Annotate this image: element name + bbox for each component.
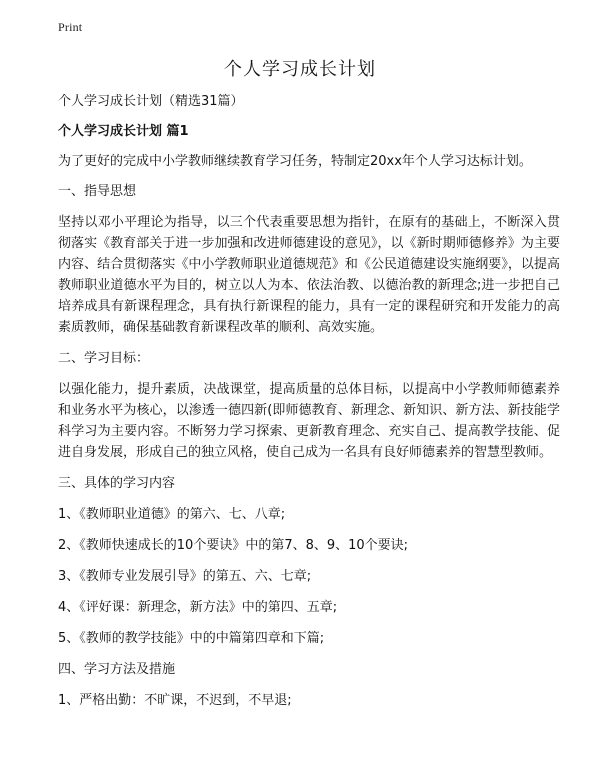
list-item: 4、《评好课：新理念，新方法》中的第四、五章;	[58, 600, 338, 615]
section-title: 个人学习成长计划 篇1	[58, 124, 189, 139]
document-body	[58, 91, 560, 721]
page-title: 个人学习成长计划	[224, 59, 376, 80]
paragraph-guiding-ideology: 坚持以邓小平理论为指导，以三个代表重要思想为指针，在原有的基础上，不断深入贯彻落实《教育部关于进一步加强和改进师德建设的意见》，以《新时期师德修养》为主要内容、结合贯彻落实《中小学教师职业道德规范》和《公民道德建设实施纲要》，以提高教师职业道德水平为目的，树立以人为本、依法治教、以德治教的新理念;进一步把自己培养成具有新课程理念，具有执行新课程的能力，具有一定的课程研究和开发能力的高素质教师，确保基础教育新课程改革的顺利、高效实施。	[58, 215, 560, 335]
list-item: 1、《教师职业道德》的第六、七、八章;	[58, 507, 286, 522]
subtitle: 个人学习成长计划（精选31篇）	[58, 94, 244, 109]
heading-guiding-ideology: 一、指导思想	[58, 184, 137, 199]
list-item: 1、严格出勤：不旷课，不迟到，不早退;	[58, 693, 292, 708]
heading-methods: 四、学习方法及措施	[58, 662, 176, 677]
list-item: 5、《教师的教学技能》中的中篇第四章和下篇;	[58, 631, 325, 646]
list-item: 3、《教师专业发展引导》的第五、六、七章;	[58, 569, 312, 584]
print-link[interactable]: Print	[58, 20, 83, 34]
intro-paragraph: 为了更好的完成中小学教师继续教育学习任务，特制定20xx年个人学习达标计划。	[58, 154, 532, 169]
list-item: 2、《教师快速成长的10个要诀》中的第7、8、9、10个要诀;	[58, 538, 409, 553]
heading-learning-content: 三、具体的学习内容	[58, 476, 176, 491]
paragraph-learning-goals: 以强化能力，提升素质，决战课堂，提高质量的总体目标，以提高中小学教师师德素养和业务水平为核心，以渗透一德四新(即师德教育、新理念、新知识、新方法、新技能学科学习为主要内容。不断努力学习探索、更新教育理念、充实自己、提高教学技能、促进自身发展，形成自己的独立风格，使自己成为一名具有良好师德素养的智慧型教师。	[58, 382, 560, 460]
heading-learning-goals: 二、学习目标：	[58, 351, 150, 366]
